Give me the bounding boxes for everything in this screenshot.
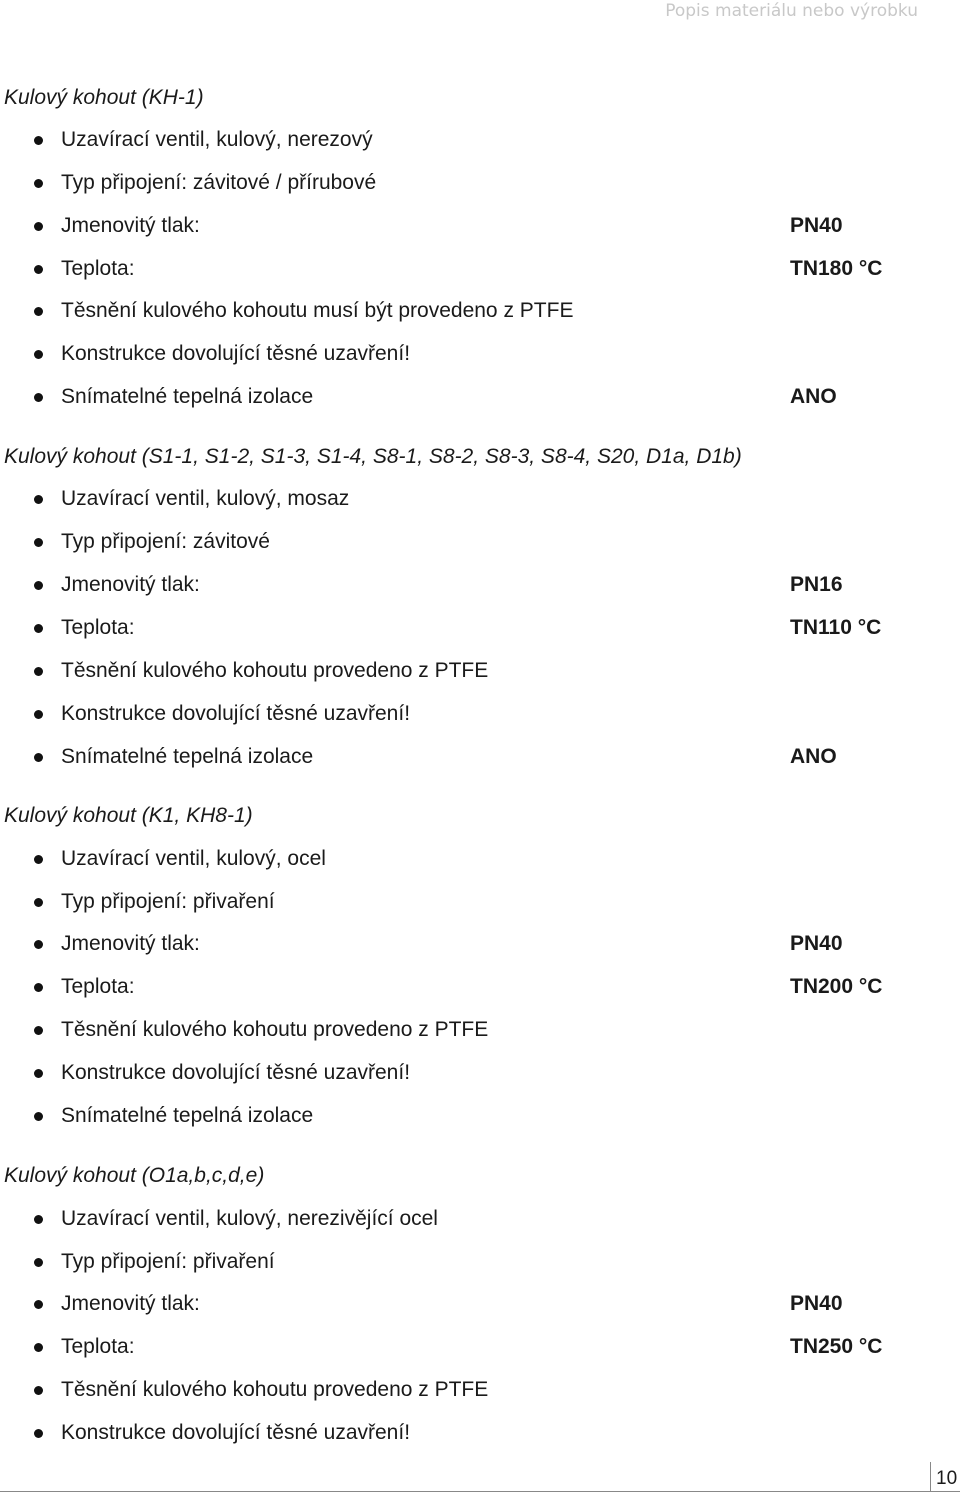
item-value: PN40 (790, 214, 843, 237)
list-item (0, 1334, 960, 1360)
item-label: Jmenovitý tlak: (61, 214, 200, 237)
list-item (0, 1206, 960, 1232)
item-label: Jmenovitý tlak: (61, 573, 200, 596)
item-label: Typ připojení: přivaření (61, 1250, 275, 1273)
item-label: Typ připojení: závitové (61, 530, 270, 553)
item-value: ANO (790, 745, 837, 768)
list-item (0, 889, 960, 915)
list-item (0, 1377, 960, 1403)
list-item (0, 170, 960, 196)
list-item (0, 384, 960, 410)
list-item (0, 658, 960, 684)
item-value: PN40 (790, 1292, 843, 1315)
bullet-icon (34, 307, 43, 316)
bullet-icon (34, 710, 43, 719)
item-value: PN16 (790, 573, 843, 596)
bullet-icon (34, 898, 43, 907)
list-item (0, 529, 960, 555)
item-label: Těsnění kulového kohoutu provedeno z PTFE (61, 1378, 489, 1401)
item-label: Typ připojení: přivaření (61, 890, 275, 913)
bullet-icon (34, 1429, 43, 1438)
bullet-icon (34, 624, 43, 633)
item-label: Uzavírací ventil, kulový, nerezový (61, 128, 373, 151)
item-label: Jmenovitý tlak: (61, 932, 200, 955)
bullet-icon (34, 222, 43, 231)
list-item (0, 1420, 960, 1446)
item-value: ANO (790, 385, 837, 408)
item-label: Konstrukce dovolující těsné uzavření! (61, 1421, 411, 1444)
item-label: Teplota: (61, 975, 135, 998)
item-label: Konstrukce dovolující těsné uzavření! (61, 1061, 411, 1084)
section-title: Kulový kohout (O1a,b,c,d,e) (4, 1164, 265, 1187)
item-label: Těsnění kulového kohoutu provedeno z PTFE (61, 659, 489, 682)
item-label: Uzavírací ventil, kulový, nerezivějící ocel (61, 1207, 438, 1230)
list-item (0, 213, 960, 239)
list-item (0, 744, 960, 770)
bullet-icon (34, 667, 43, 676)
item-label: Teplota: (61, 1335, 135, 1358)
list-item (0, 1291, 960, 1317)
section-title: Kulový kohout (K1, KH8-1) (4, 804, 253, 827)
item-label: Konstrukce dovolující těsné uzavření! (61, 342, 411, 365)
list-item (0, 127, 960, 153)
item-value: TN200 °C (790, 975, 883, 998)
bullet-icon (34, 538, 43, 547)
page-header: Popis materiálu nebo výrobku (665, 1, 918, 21)
list-item (0, 298, 960, 324)
bullet-icon (34, 1215, 43, 1224)
item-label: Uzavírací ventil, kulový, mosaz (61, 487, 350, 510)
bullet-icon (34, 495, 43, 504)
section-title: Kulový kohout (KH-1) (4, 86, 204, 109)
item-label: Konstrukce dovolující těsné uzavření! (61, 702, 411, 725)
section-title: Kulový kohout (S1-1, S1-2, S1-3, S1-4, S8-1, S8-2, S8-3, S8-4, S20, D1a, D1b) (4, 445, 742, 468)
bullet-icon (34, 136, 43, 145)
list-item (0, 701, 960, 727)
list-item (0, 1103, 960, 1129)
item-label: Typ připojení: závitové / přírubové (61, 171, 377, 194)
list-item (0, 974, 960, 1000)
item-label: Snímatelné tepelná izolace (61, 385, 314, 408)
list-item (0, 931, 960, 957)
item-label: Těsnění kulového kohoutu provedeno z PTFE (61, 1018, 489, 1041)
bullet-icon (34, 581, 43, 590)
list-item (0, 256, 960, 282)
bullet-icon (34, 1069, 43, 1078)
bullet-icon (34, 265, 43, 274)
bullet-icon (34, 940, 43, 949)
footer-divider (0, 1491, 930, 1492)
item-value: TN180 °C (790, 257, 883, 280)
item-value: PN40 (790, 932, 843, 955)
item-value: TN250 °C (790, 1335, 883, 1358)
bullet-icon (34, 1386, 43, 1395)
item-label: Snímatelné tepelná izolace (61, 745, 314, 768)
list-item (0, 846, 960, 872)
list-item (0, 486, 960, 512)
item-label: Uzavírací ventil, kulový, ocel (61, 847, 326, 870)
bullet-icon (34, 1258, 43, 1267)
bullet-icon (34, 1112, 43, 1121)
item-label: Teplota: (61, 257, 135, 280)
list-item (0, 572, 960, 598)
bullet-icon (34, 855, 43, 864)
bullet-icon (34, 1300, 43, 1309)
item-label: Jmenovitý tlak: (61, 1292, 200, 1315)
list-item (0, 341, 960, 367)
bullet-icon (34, 1026, 43, 1035)
bullet-icon (34, 393, 43, 402)
item-label: Snímatelné tepelná izolace (61, 1104, 314, 1127)
page-number: 10 (936, 1468, 958, 1489)
bullet-icon (34, 179, 43, 188)
list-item (0, 1249, 960, 1275)
list-item (0, 1060, 960, 1086)
list-item (0, 1017, 960, 1043)
bullet-icon (34, 983, 43, 992)
bullet-icon (34, 753, 43, 762)
list-item (0, 615, 960, 641)
item-label: Těsnění kulového kohoutu musí být provedeno z PTFE (61, 299, 574, 322)
item-label: Teplota: (61, 616, 135, 639)
bullet-icon (34, 1343, 43, 1352)
bullet-icon (34, 350, 43, 359)
item-value: TN110 °C (790, 616, 882, 639)
